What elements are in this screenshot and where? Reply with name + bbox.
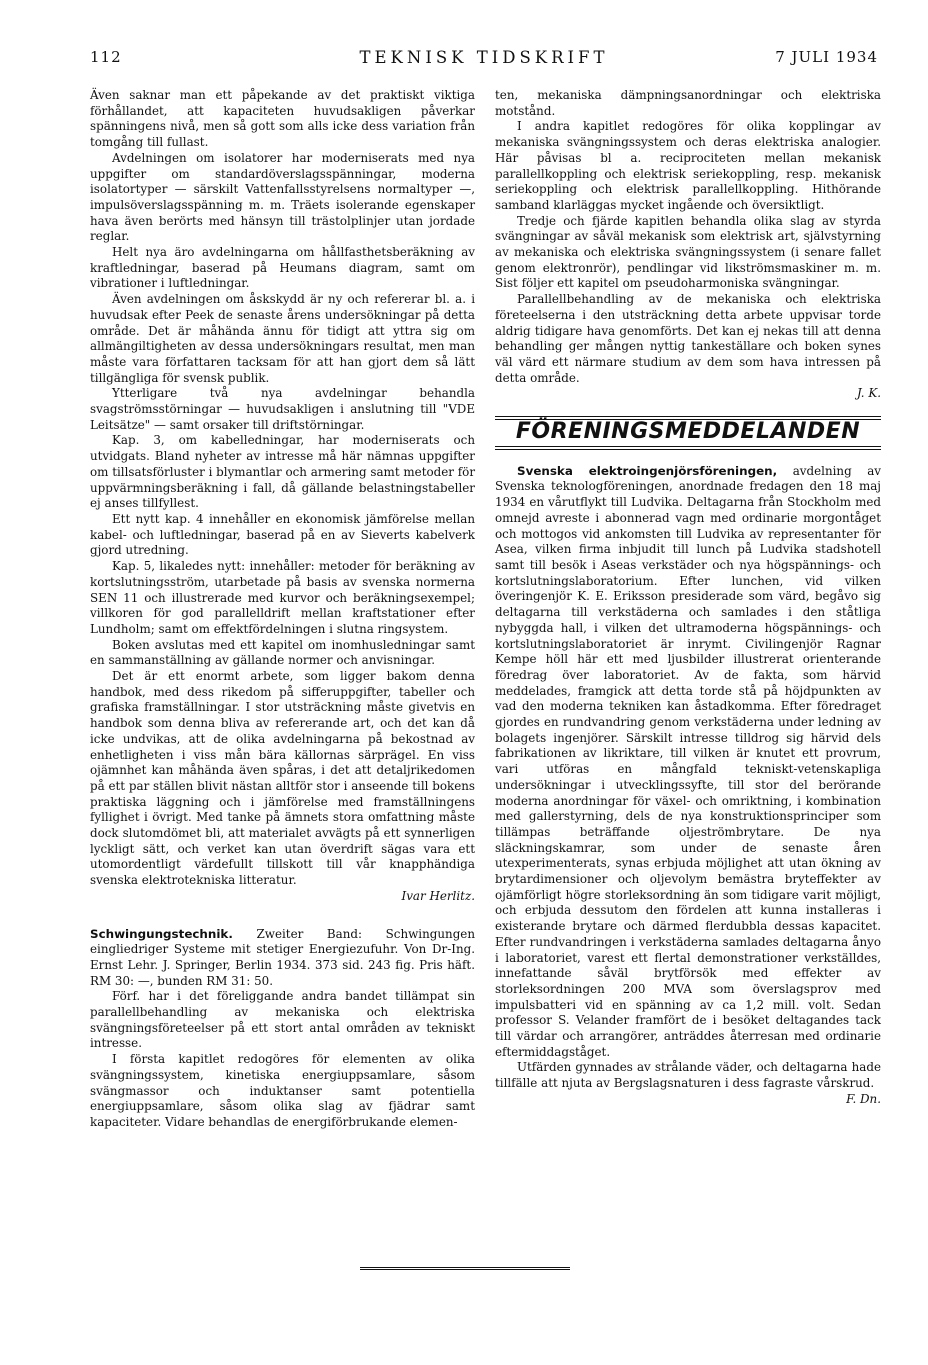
signature: Ivar Herlitz. — [401, 888, 475, 903]
section-title: FÖRENINGSMEDDELANDEN — [515, 419, 861, 445]
review-citation: Zweiter Band: Schwingungen eingliedriger Systeme mit stetiger Energiezufuhr. Von Dr-Ing. Ernst Lehr. J. Springer, Berlin 1934. 373 sid. 243 fig. Pris häft. RM 30: —, bunden RM 31: 50. — [90, 926, 476, 988]
notice-title: Svenska elektroingenjörsföreningen, — [517, 463, 778, 478]
paragraph: Avdelningen om isolatorer har moderniserats med nya uppgifter om standardöverslagsspänningar, moderna isolatortyper — särskilt Vattenfallsstyrelsens normaltyper —, impulsöverslagsspänning m. m. Träets isolerande egenskaper hava även berörts med hänsyn till trästolplinjer utan jordade reglar. — [90, 150, 475, 244]
paragraph: Det är ett enormt arbete, som ligger bakom denna handbok, med dess rikedom på sifferuppgifter, tabeller och grafiska framställningar. I stor utsträckning måste givetvis en handbok som denna bliva av refererande art, och det kan då icke undvikas, att de olika avdelningarna på bekostnad av enhetligheten i viss mån bära källornas särprägel. En viss ojämnhet kan måhända även spåras, i det att detaljrikedomen på ett par ställen blivit nästan alltför stor i anseende till bokens praktiska läggning och i jämförelse med framställningens fyllighet i övrigt. Med tanke på ämnets stora omfattning måste dock slutomdömet bli, att materialet avvägts på ett synnerligen lyckligt sätt, och verket kan utan överdrift sägas vara ett utomordentligt värdefullt tillskott till vår knapphändiga svenska elektrotekniska litteratur. — [90, 669, 475, 888]
page-header — [90, 48, 878, 72]
section-banner — [495, 416, 881, 450]
paragraph: Ett nytt kap. 4 innehåller en ekonomisk jämförelse mellan kabel- och luftledningar, baserad på en av Sieverts kabelverk gjord utredning. — [90, 511, 475, 558]
bottom-rule — [360, 1267, 570, 1270]
review-heading — [90, 927, 475, 990]
paragraph: Tredje och fjärde kapitlen behandla olika slag av styrda svängningar av såväl mekanisk som elektrisk art, självstyrning av mekaniska och elektriska svängningssystem (i senare fallet genom elektronrör), pendlingar vid likströmsmaskiner m. m. Sist följer ett kapitel om pseudoharmoniska svängningar. — [495, 213, 881, 291]
review-title: Schwingungstechnik. — [90, 926, 233, 941]
notice-paragraph — [495, 464, 881, 1061]
paragraph: Även saknar man ett påpekande av det praktiskt viktiga förhållandet, att kapaciteten huvudsakligen påverkar spänningens nivå, men så gott som alls icke dess variation från tomgång till fullast. — [90, 88, 475, 150]
paragraph: I första kapitlet redogöres för elementen av olika svängningssystem, kinetiska energiuppsamlare, såsom svängmassor och induktanser samt potentiella energiuppsamlare, såsom olika slag av fjädrar samt kapaciteter. Vidare behandlas de energiförbrukande elemen- — [90, 1052, 475, 1129]
journal-title: TEKNISK TIDSKRIFT — [359, 48, 609, 67]
paragraph: Boken avslutas med ett kapitel om inomhusledningar samt en sammanställning av gällande normer och anvisningar. — [90, 637, 475, 668]
signature: J. K. — [856, 386, 881, 401]
left-column — [90, 88, 475, 1131]
paragraph: Helt nya äro avdelningarna om hållfasthetsberäkning av kraftledningar, baserad på Heumans diagram, samt om vibrationer i luftledningar. — [90, 245, 475, 291]
paragraph: Förf. har i det föreliggande andra bandet tillämpat sin parallellbehandling av mekaniska och elektriska svängningsföreteelser på ett stort antal områden av tekniskt intresse. — [90, 989, 475, 1051]
right-column — [495, 88, 881, 1108]
notice-body: avdelning av Svenska teknologföreningen, anordnade fredagen den 18 maj 1934 en vårutflykt till Ludvika. Deltagarna från Stockholm med omnejd avreste i abonnerad vagn med ordinarie morgontåget och mottogos vid ankomsten till Ludvika av representanter för Asea, vilken firma inbjudit till lunch på Ludvika stadshotell samt till besök i Aseas verkstäder och nya högspännings- och kortslutningslaboratorium. Efter lunchen, vid vilken överingenjör K. E. Eriksson presiderade som värd, begåvo sig deltagarna till verkstäderna och samlades i den ståtliga nybyggda hall, i vilken det ultramoderna högspännings- och kortslutningslaboratoriet är inrymt. Civilingenjör Ragnar Kempe höll här ett med ljusbilder illustrerat orienterande föredrag över laboratoriet. Av de fakta, som härvid meddelades, framgick att detta torde stå på höjdpunkten av vad den moderna tekniken kan åstadkomma. Efter föredraget gjordes en rundvandring genom verkstäderna under ledning av bolagets ingenjörer. Särskilt intresse tilldrog sig härvid dels fabrikationen av likriktare, till vilken är knutet ett provrum, vari utföras en mångfald tekniskt-vetenskapliga undersökningar i utvecklingssyfte, till stor del berörande moderna anordningar för växel- och omriktning, i kombination med gallerstyrning, dels de nya konstruktionsprinciper som tillämpas beträffande oljeströmbrytare. De nya släckningskamrar, som under de senaste åren utexperimenterats, synas erbjuda möjlighet att utan ökning av brytardimensioner och oljevolym bemästra bryteffekter av ojämförligt högre storleksordning än som tidigare varit möjligt, och erbjuda dessutom den fördelen att kunna installeras i existerande brytare och därmed flerdubbla dessas kapacitet. Efter rundvandringen i verkstäderna samlades deltagarna ånyo i laboratoriet, varest ett flertal demonstrationer verkställdes, innefattande såväl brytförsök med effekter av storleksordningen 200 MVA som överslagsprov med impulsbatteri vid en spänning av ca 1,2 mill. volt. Sedan professor S. Velander framfört de i besöket deltagandes tack till värdar och arrangörer, anträddes återresan med ordinarie eftermiddagståget. — [495, 463, 881, 1059]
paragraph: I andra kapitlet redogöres för olika kopplingar av mekaniska svängningssystem och deras elektriska analogier. Här påvisas bl a. reciprociteten mellan mekanisk parallellkoppling och elektrisk seriekoppling, resp. mekanisk seriekoppling och elektrisk parallellkoppling. Hithörande samband klarläggas mycket ingående och översiktligt. — [495, 119, 881, 212]
paragraph: Ytterligare två nya avdelningar behandla svagströmsstörningar — huvudsakligen i anslutning till "VDE Leitsätze" — samt orsaker till driftstörningar. — [90, 386, 475, 432]
issue-date: 7 JULI 1934 — [775, 48, 878, 66]
paragraph: Kap. 5, likaledes nytt: innehåller: metoder för beräkning av kortslutningsström, utarbetade på basis av svenska normerna SEN 11 och illustrerade med kurvor och beräkningsexempel; villkoren för god parallelldrift mellan kraftstationer efter Lundholm; samt om effektfördelningen i slutna ringsystem. — [90, 559, 475, 636]
paragraph: Utfärden gynnades av strålande väder, och deltagarna hade tillfälle att njuta av Bergslagsnaturen i dess fagraste vårskrud. — [495, 1060, 881, 1091]
paragraph: Även avdelningen om åskskydd är ny och refererar bl. a. i huvudsak efter Peek de senaste årens undersökningar på detta område. Det är måhända ännu för tidigt att yttra sig om allmängiltigheten av dessa undersökningars resultat, men man måste vara författaren tacksam för att han gjort dem så lätt tillgängliga för svensk publik. — [90, 292, 475, 385]
paragraph: Parallellbehandling av de mekaniska och elektriska företeelserna i den utsträckning detta arbete uppvisar torde aldrig tidigare hava genomförts. Det kan ej nekas till att denna behandling ger mången nyttig tankeställare och boken synes väl värd ett närmare studium av dem som hava intressen på detta område. — [495, 292, 881, 385]
paragraph: Kap. 3, om kabelledningar, har moderniserats och utvidgats. Bland nyheter av intresse må här nämnas uppgifter om tillsatsförluster i blymantlar och armering samt metoder för uppvärmningsberäkning i fall, då gällande belastningstabeller ej anses tillfyllest. — [90, 433, 475, 511]
page-number: 112 — [90, 48, 122, 66]
signature: F. Dn. — [846, 1091, 881, 1106]
paragraph: ten, mekaniska dämpningsanordningar och elektriska motstånd. — [495, 88, 881, 118]
